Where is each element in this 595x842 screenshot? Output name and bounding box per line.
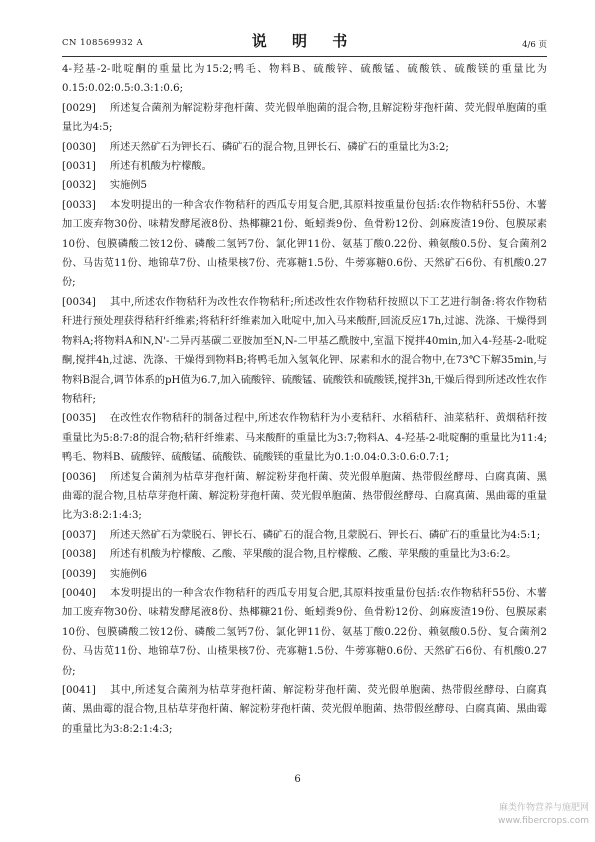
- paragraph-text: 所述复合菌剂为解淀粉芽孢杆菌、荧光假单胞菌的混合物,且解淀粉芽孢杆菌、荧光假单胞菌的重量比为4:5;: [62, 102, 547, 134]
- paragraph: [62, 176, 547, 195]
- paragraph-text: 所述复合菌剂为枯草芽孢杆菌、解淀粉芽孢杆菌、荧光假单胞菌、热带假丝酵母、白腐真菌、黑曲霉的混合物,且枯草芽孢杆菌、解淀粉芽孢杆菌、荧光假单胞菌、热带假丝酵母、白腐真菌、黑曲霉的重量比为3:8:2:1:4:3;: [62, 471, 547, 522]
- watermark: [498, 802, 589, 828]
- paragraph-text: 所述天然矿石为蒙脱石、钾长石、磷矿石的混合物,且蒙脱石、钾长石、磷矿石的重量比为4:5:1;: [109, 529, 541, 541]
- document-title: 说 明 书: [251, 32, 358, 50]
- watermark-url: www.fibercrops.com: [498, 816, 589, 826]
- paragraph-text: 所述有机酸为柠檬酸、乙酸、苹果酸的混合物,且柠檬酸、乙酸、苹果酸的重量比为3:6:2。: [109, 549, 517, 561]
- header-rule: [62, 56, 547, 57]
- paragraph: [62, 584, 547, 681]
- paragraph-number: [0031]: [62, 161, 96, 173]
- paragraph-number: [0029]: [62, 102, 96, 114]
- paragraph-number: [0035]: [62, 413, 96, 425]
- paragraph: [62, 526, 547, 545]
- paragraph-number: [0038]: [62, 549, 96, 561]
- paragraph-text: 其中,所述复合菌剂为枯草芽孢杆菌、解淀粉芽孢杆菌、荧光假单胞菌、热带假丝酵母、白腐真菌、黑曲霉的混合物,且枯草芽孢杆菌、解淀粉芽孢杆菌、荧光假单胞菌、热带假丝酵母、白腐真菌、黑曲霉的重量比为3:8:2:1:4:3;: [62, 685, 547, 735]
- paragraph-number: [0037]: [62, 529, 96, 541]
- paragraph-text: 本发明提出的一种含农作物秸秆的西瓜专用复合肥,其原料按重量份包括:农作物秸秆55份、木薯加工废弃物30份、味精发酵尾液8份、热椰糠21份、蚯蚓粪9份、鱼骨粉12份、剑麻废渣19份、包膜尿素10份、包膜磷酸二铵12份、磷酸二氢钙7份、氯化钾11份、氨基丁酸0.22份、赖氨酸0.5份、复合菌剂2份、马齿苋11份、地锦草7份、山楂果核7份、壳寡糖1.5份、牛蒡寡糖0.6份、天然矿石6份、有机酸0.27份;: [62, 199, 547, 289]
- paragraph-text: 所述天然矿石为钾长石、磷矿石的混合物,且钾长石、磷矿石的重量比为3:2;: [109, 141, 449, 153]
- paragraph-list: [62, 99, 547, 739]
- paragraph-number: [0033]: [62, 199, 96, 211]
- paragraph: [62, 545, 547, 564]
- paragraph-text: 所述有机酸为柠檬酸。: [109, 161, 212, 173]
- paragraph-number: [0041]: [62, 685, 96, 696]
- page-header: [62, 30, 547, 54]
- paragraph: [62, 468, 547, 526]
- paragraph: [62, 565, 547, 584]
- paragraph-number: [0032]: [62, 180, 96, 192]
- paragraph-text: 本发明提出的一种含农作物秸秆的西瓜专用复合肥,其原料按重量份包括:农作物秸秆55份、木薯加工废弃物30份、味精发酵尾液8份、热椰糠21份、蚯蚓粪9份、鱼骨粉12份、剑麻废渣19份、包膜尿素10份、包膜磷酸二铵12份、磷酸二氢钙7份、氯化钾11份、氨基丁酸0.22份、赖氨酸0.5份、复合菌剂2份、马齿苋11份、地锦草7份、山楂果核7份、壳寡糖1.5份、牛蒡寡糖0.6份、天然矿石6份、有机酸0.27份;: [62, 587, 547, 677]
- paragraph: [62, 138, 547, 157]
- paragraph: [62, 157, 547, 176]
- watermark-site-name: 麻类作物营养与施肥网: [498, 803, 589, 813]
- paragraph-number: [0030]: [62, 141, 96, 153]
- paragraph: [62, 409, 547, 467]
- patent-number: CN 108569932 A: [62, 38, 144, 48]
- paragraph-number: [0040]: [62, 587, 96, 599]
- paragraph-text: 在改性农作物秸秆的制备过程中,所述农作物秸秆为小麦秸秆、水稻秸秆、油菜秸秆、黄烟秸秆按重量比为5:8:7:8的混合物;秸秆纤维素、马来酸酐的重量比为3:7;物料A、4-羟基-2-吡啶酮的重量比为11:4;鸭毛、物料B、硫酸锌、硫酸锰、硫酸铁、硫酸镁的重量比为0.1:0.04:0.3:0.6:0.7:1;: [62, 413, 547, 464]
- continued-paragraph: 4-羟基-2-吡啶酮的重量比为15:2;鸭毛、物料B、硫酸锌、硫酸锰、硫酸铁、硫酸镁的重量比为0.15:0.02:0.5:0.3:1:0.6;: [62, 64, 547, 95]
- paragraph: [62, 293, 547, 409]
- paragraph-text: 其中,所述农作物秸秆为改性农作物秸秆;所述改性农作物秸秆按照以下工艺进行制备:将农作物秸秆进行预处理获得秸秆纤维素;将秸秆纤维素加入吡啶中,加入马来酸酐,回流反应17h,过滤、洗涤、干燥得到物料A;将物料A和N,N'-二异丙基碳二亚胺加至N,N-二甲基乙酰胺中,室温下搅拌40min,加入4-羟基-2-吡啶酮,搅拌4h,过滤、洗涤、干燥得到物料B;将鸭毛加入氢氧化钾、尿素和水的混合物中,在73℃下解35min,与物料B混合,调节体系的pH值为6.7,加入硫酸锌、硫酸锰、硫酸铁和硫酸镁,搅拌3h,干燥后得到所述改性农作物秸秆;: [62, 296, 547, 405]
- paragraph-text: 实施例5: [109, 180, 147, 192]
- paragraph: [62, 196, 547, 293]
- document-body: [62, 60, 547, 739]
- paragraph: [62, 681, 547, 739]
- paragraph-number: [0034]: [62, 296, 96, 308]
- paragraph-text: 实施例6: [109, 568, 147, 580]
- page-number: 6: [294, 774, 301, 785]
- paragraph-number: [0039]: [62, 568, 96, 580]
- paragraph: [62, 99, 547, 138]
- page-indicator: 4/6 页: [522, 40, 547, 50]
- paragraph-number: [0036]: [62, 471, 96, 483]
